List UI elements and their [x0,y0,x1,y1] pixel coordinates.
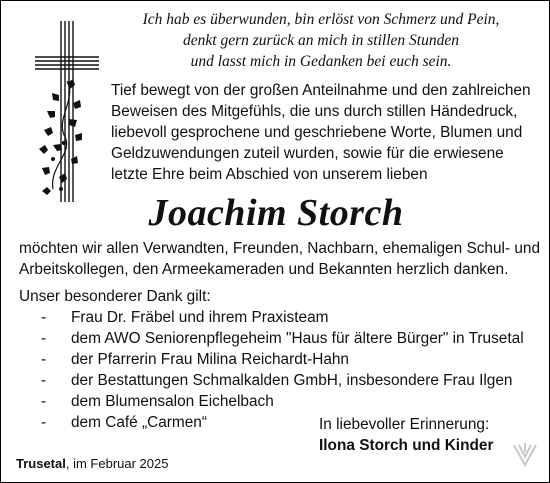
list-dash: - [41,414,47,431]
list-item-text: der Bestattungen Schmalkalden GmbH, insbesondere Frau Ilgen [71,372,513,389]
footer-date: , im Februar 2025 [65,456,169,471]
list-item [41,370,524,391]
intro-line: liebevoll gesprochene und geschriebene Worte, Blumen und [111,124,523,141]
list-item [41,349,524,370]
poem-line: Ich hab es überwunden, bin erlöst von Schmerz und Pein, [142,11,500,28]
list-dash: - [41,372,47,389]
list-item-text: dem Blumensalon Eichelbach [71,393,274,410]
thanks-line: Arbeitskollegen, den Armeekameraden und Bekannten herzlich danken. [19,261,509,278]
intro-line: Beweisen des Mitgefühls, die uns durch stillen Händedruck, [111,103,518,120]
intro-text [111,80,541,185]
list-dash: - [41,330,47,347]
publisher-logo-icon [511,440,539,468]
thanks-text [19,238,544,280]
footer-place: Trusetal [16,456,66,471]
signature [319,414,493,456]
list-dash: - [41,309,47,326]
list-item [41,328,524,349]
list-dash: - [41,393,47,410]
list-item-text: der Pfarrerin Frau Milina Reichardt-Hahn [71,351,349,368]
list-item-text: Frau Dr. Fräbel und ihrem Praxisteam [71,309,329,326]
list-item [41,307,524,328]
cross-with-ivy-icon [31,19,101,204]
list-item-text: dem Café „Carmen“ [71,414,207,431]
poem [111,9,531,72]
signature-names: Ilona Storch und Kinder [319,437,494,454]
list-item-text: dem AWO Seniorenpflegeheim "Haus für ältere Bürger" in Trusetal [71,330,524,347]
list-item [41,391,524,412]
poem-line: und lasst mich in Gedanken bei euch sein. [190,53,452,70]
intro-line: Geldzuwendungen zuteil wurden, sowie für die erwiesene [111,145,504,162]
thanks-line: möchten wir allen Verwandten, Freunden, Nachbarn, ehemaligen Schul- und [19,240,541,257]
intro-line: Tief bewegt von der großen Anteilnahme und den zahlreichen [111,82,531,99]
poem-line: denkt gern zurück an mich in stillen Stunden [183,32,459,49]
intro-line: letzte Ehre beim Abschied von unserem lieben [111,166,428,183]
special-thanks-heading: Unser besonderer Dank gilt: [19,288,211,305]
deceased-name: Joachim Storch [148,192,404,234]
footer [16,455,168,473]
signature-line: In liebevoller Erinnerung: [319,416,490,433]
list-dash: - [41,351,47,368]
